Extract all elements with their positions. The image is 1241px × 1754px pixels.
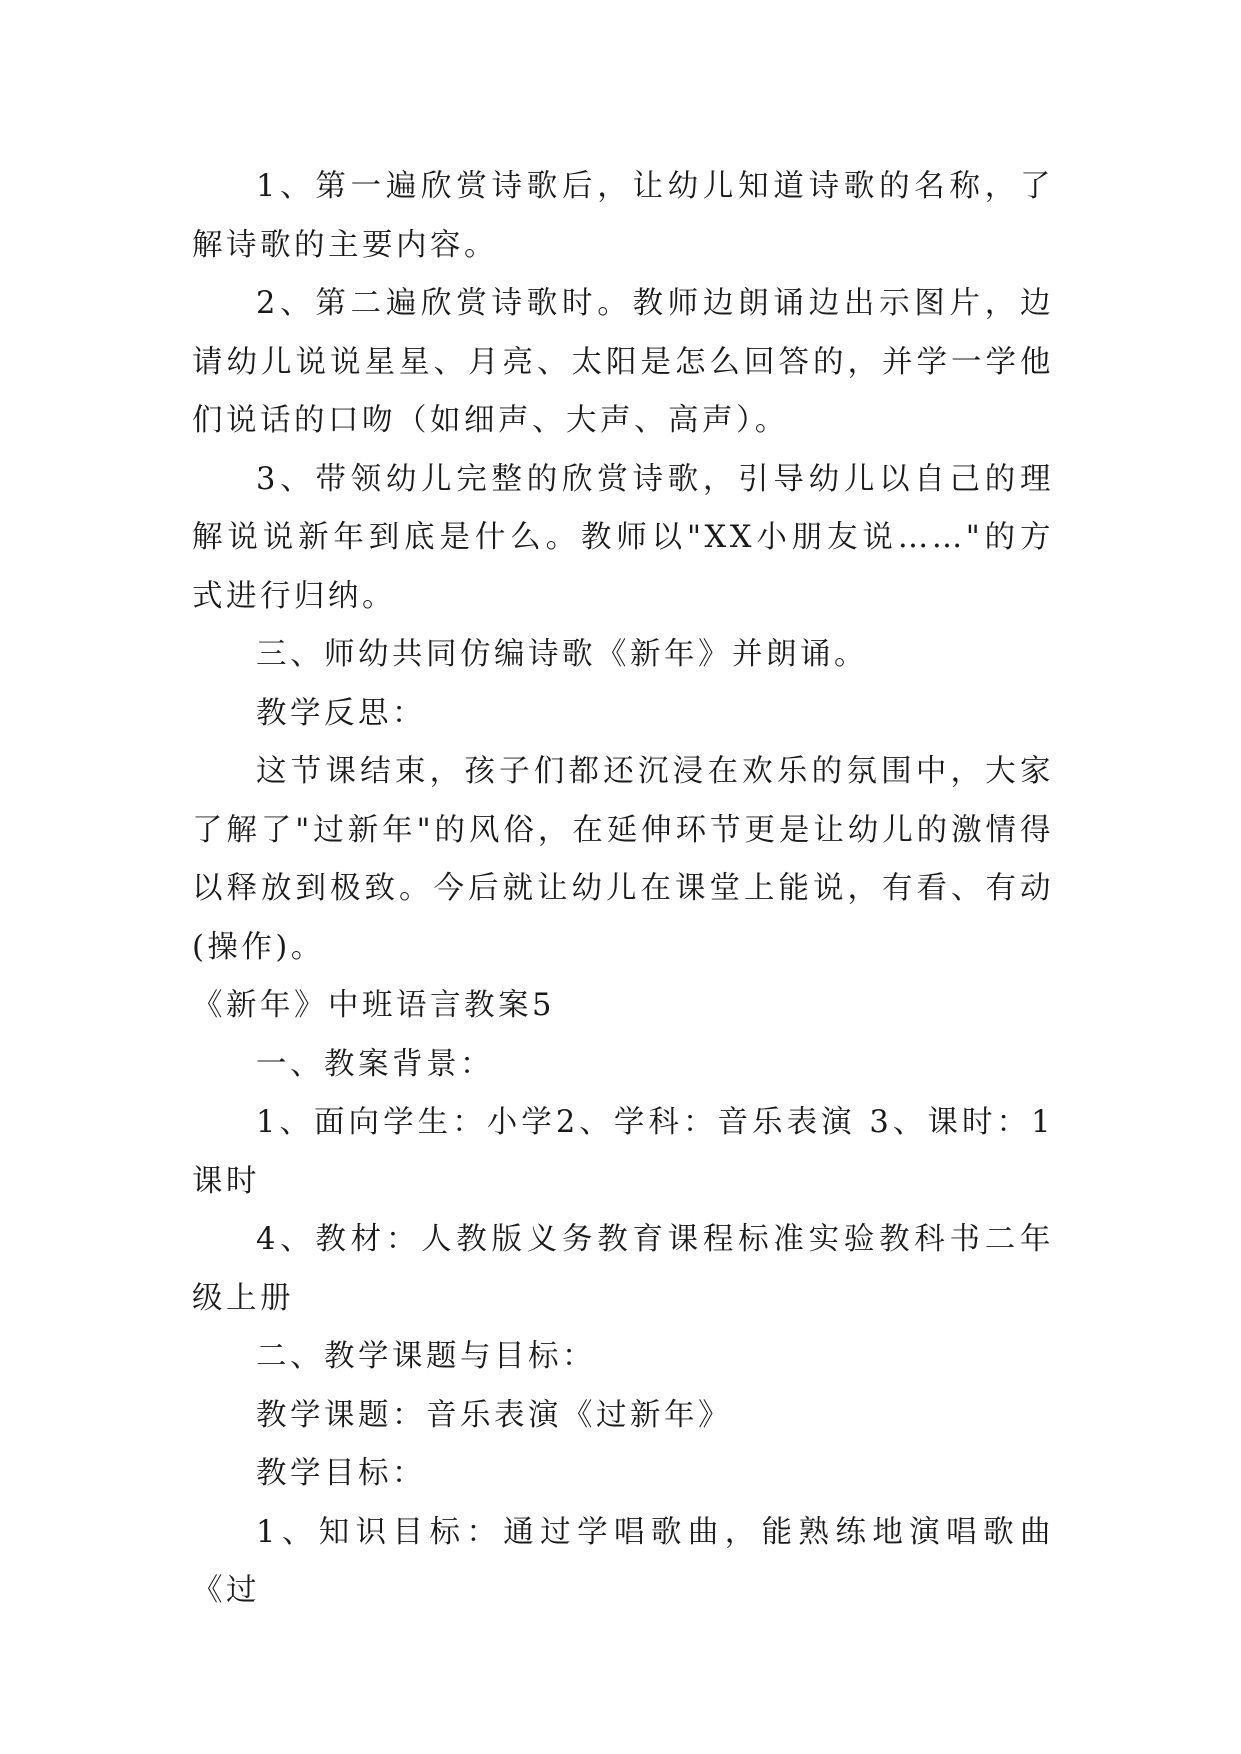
paragraph-step-2: 2、第二遍欣赏诗歌时。教师边朗诵边出示图片，边请幼儿说说星星、月亮、太阳是怎么回答的，并学一学他们说话的口吻（如细声、大声、高声）。: [192, 286, 1054, 438]
document-section-title: 《新年》中班语言教案5: [192, 988, 555, 1023]
heading-goals: 教学目标：: [256, 1456, 426, 1491]
paragraph-reflection: 这节课结束，孩子们都还沉浸在欢乐的氛围中，大家了解了"过新年"的风俗，在延伸环节更是让幼儿的激情得以释放到极致。今后就让幼儿在课堂上能说，有看、有动(操作)。: [192, 754, 1054, 965]
heading-reflection: 教学反思：: [256, 695, 426, 731]
paragraph-section-3: 三、师幼共同仿编诗歌《新年》并朗诵。: [256, 637, 868, 672]
heading-topic-goals: 二、教学课题与目标：: [256, 1339, 596, 1374]
paragraph-step-3: 3、带领幼儿完整的欣赏诗歌，引导幼儿以自己的理解说说新年到底是什么。教师以"XX小朋友说……"的方式进行归纳。: [192, 461, 1054, 614]
heading-background: 一、教案背景：: [256, 1046, 494, 1082]
paragraph-knowledge-goal: 1、知识目标：通过学唱歌曲，能熟练地演唱歌曲《过: [192, 1514, 1054, 1608]
paragraph-step-1: 1、第一遍欣赏诗歌后，让幼儿知道诗歌的名称，了解诗歌的主要内容。: [192, 169, 1054, 263]
paragraph-topic: 教学课题：音乐表演《过新年》: [256, 1397, 732, 1433]
paragraph-textbook: 4、教材：人教版义务教育课程标准实验教科书二年级上册: [192, 1222, 1054, 1316]
paragraph-audience: 1、面向学生：小学2、学科：音乐表演 3、课时：1课时: [192, 1105, 1054, 1199]
document-page: [192, 158, 1054, 1621]
